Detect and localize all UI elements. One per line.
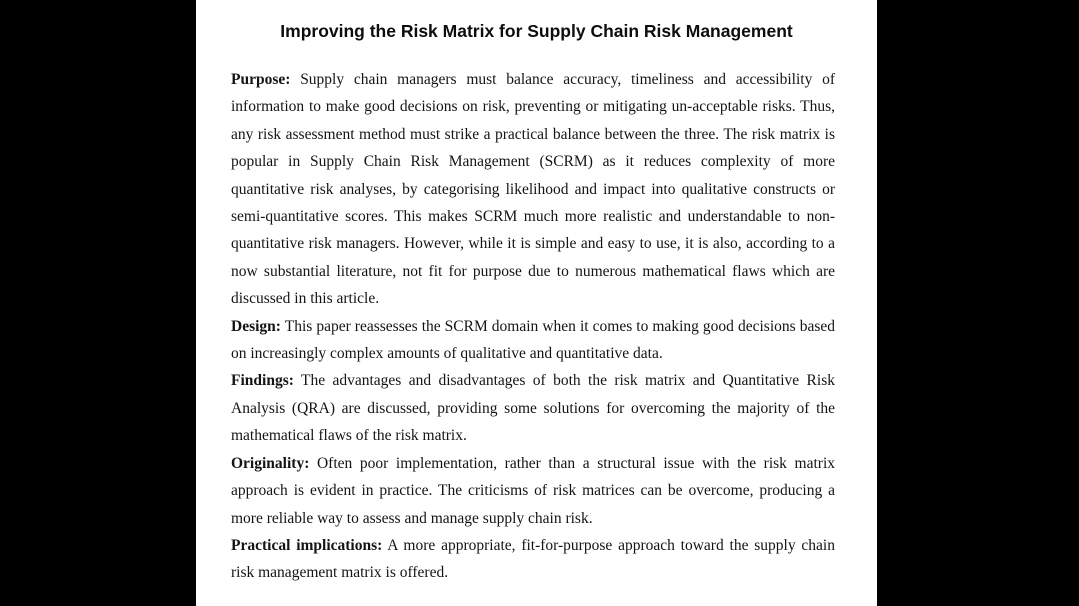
section-label: Design: <box>231 317 281 335</box>
abstract-section <box>231 367 835 449</box>
section-label: Originality: <box>231 454 310 472</box>
abstract-section <box>231 450 835 532</box>
section-label: Findings: <box>231 372 294 390</box>
paper-title: Improving the Risk Matrix for Supply Chain Risk Management <box>280 21 793 41</box>
section-text: A more appropriate, fit-for-purpose approach toward the supply chain risk management matrix is offered. <box>231 536 835 582</box>
document-page <box>196 0 877 606</box>
section-text: The advantages and disadvantages of both the risk matrix and Quantitative Risk Analysis (QRA) are discussed, providing some solutions for overcoming the majority of the mathematical flaws of the risk matrix. <box>231 372 835 445</box>
section-label: Practical implications: <box>231 536 383 554</box>
abstract-section <box>231 313 835 368</box>
section-text: Often poor implementation, rather than a structural issue with the risk matrix approach is evident in practice. The criticisms of risk matrices can be overcome, producing a more reliable way to assess and manage supply chain risk. <box>231 454 836 527</box>
section-label: Purpose: <box>231 71 291 88</box>
abstract-body <box>231 66 835 587</box>
section-text: Supply chain managers must balance accuracy, timeliness and accessibility of information to make good decisions on risk, preventing or mitigating un-acceptable risks. Thus, any risk assessment method must strike a practical balance between the three. The risk matrix is popular in Supply Chain Risk Management (SCRM) as it reduces complexity of more quantitative risk analyses, by categorising likelihood and impact into qualitative constructs or semi-quantitative scores. This makes SCRM much more realistic and understandable to non-quantitative risk managers. However, while it is simple and easy to use, it is also, according to a now substantial literature, not fit for purpose due to numerous mathematical flaws which are discussed in this article. <box>231 71 836 308</box>
abstract-section <box>231 532 835 587</box>
abstract-section <box>231 66 835 313</box>
section-text: This paper reassesses the SCRM domain when it comes to making good decisions based on increasingly complex amounts of qualitative and quantitative data. <box>231 317 835 363</box>
